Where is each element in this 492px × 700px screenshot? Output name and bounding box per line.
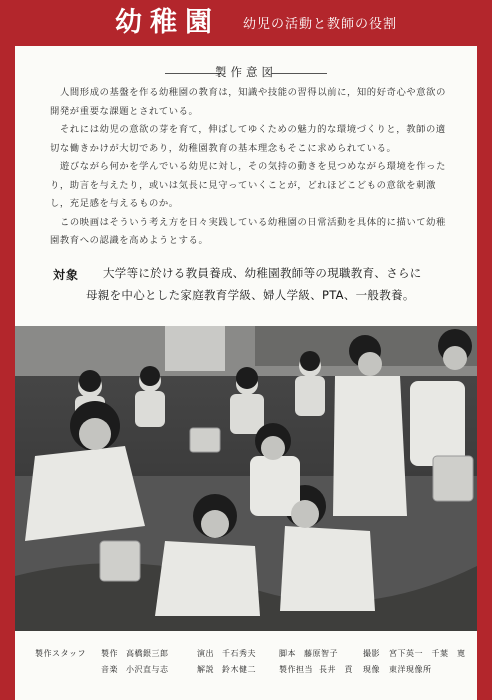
credit-role: 製作 [101, 649, 118, 658]
intent-paragraph: この映画はそういう考え方を日々実践している幼稚園の日常活動を具体的に描いて幼稚園教育への認識を高めようとする。 [50, 216, 446, 246]
credit-name: 藤原智子 [304, 649, 338, 658]
crew-label: 製作スタッフ [35, 649, 86, 658]
intent-paragraph: 人間形成の基盤を作る幼稚園の教育は，知識や技能の習得以前に，知的好奇心や意欲の開発が重要な課題とされている。 [50, 87, 446, 117]
target-text [86, 262, 448, 306]
credit-role: 演出 [197, 649, 214, 658]
section-heading: 製作意図 [215, 65, 277, 79]
credit-name: 小沢直与志 [126, 665, 169, 674]
credit-name: 長井 貢 [319, 665, 353, 674]
target-label: 対象 [53, 268, 80, 282]
credit-row-1 [101, 648, 471, 660]
page-title: 幼稚園 [115, 7, 220, 38]
credit-name: 高橋銀三郎 [126, 649, 169, 658]
content-sheet [15, 46, 477, 631]
credit-name: 宮下英一 千葉 寛 [389, 649, 466, 658]
credits-panel [15, 631, 477, 700]
credit-role: 音楽 [101, 665, 118, 674]
intent-text [50, 84, 448, 251]
sandbox-photo [15, 326, 477, 631]
credit-role: 製作担当 [279, 665, 313, 674]
sandbox-photo-illustration [15, 326, 477, 631]
intent-paragraph: 遊びながら何かを学んでいる幼児に対し，その気持の動きを見つめながら環境を作ったり，助言を与えたり，或いは気長に見守っていくことが，どれほどこどもの意欲を刺激し，充足感を与えるものか。 [50, 161, 446, 209]
heading-rule-right [271, 73, 327, 74]
credit-name: 東洋現像所 [389, 665, 432, 674]
credit-role: 現像 [363, 665, 380, 674]
credit-role: 脚本 [279, 649, 296, 658]
intent-paragraph: それには幼児の意欲の芽を育て，伸ばしてゆくための魅力的な環境づくりと，教師の適切な働きかけが大切であり，幼稚園教育の基本理念もそこに求められている。 [50, 124, 446, 154]
header-band [0, 0, 492, 46]
credit-name: 千石秀夫 [222, 649, 256, 658]
credit-row-2 [101, 664, 471, 676]
credit-role: 撮影 [363, 649, 380, 658]
credit-role: 解説 [197, 665, 214, 674]
page-subtitle: 幼児の活動と教師の役割 [243, 17, 398, 32]
target-line-2: 母親を中心とした家庭教育学級、婦人学級、PTA、一般教養。 [86, 288, 415, 302]
credit-name: 鈴木健二 [222, 665, 256, 674]
target-line-1: 大学等に於ける教員養成、幼稚園教師等の現職教育、さらに [103, 266, 422, 280]
